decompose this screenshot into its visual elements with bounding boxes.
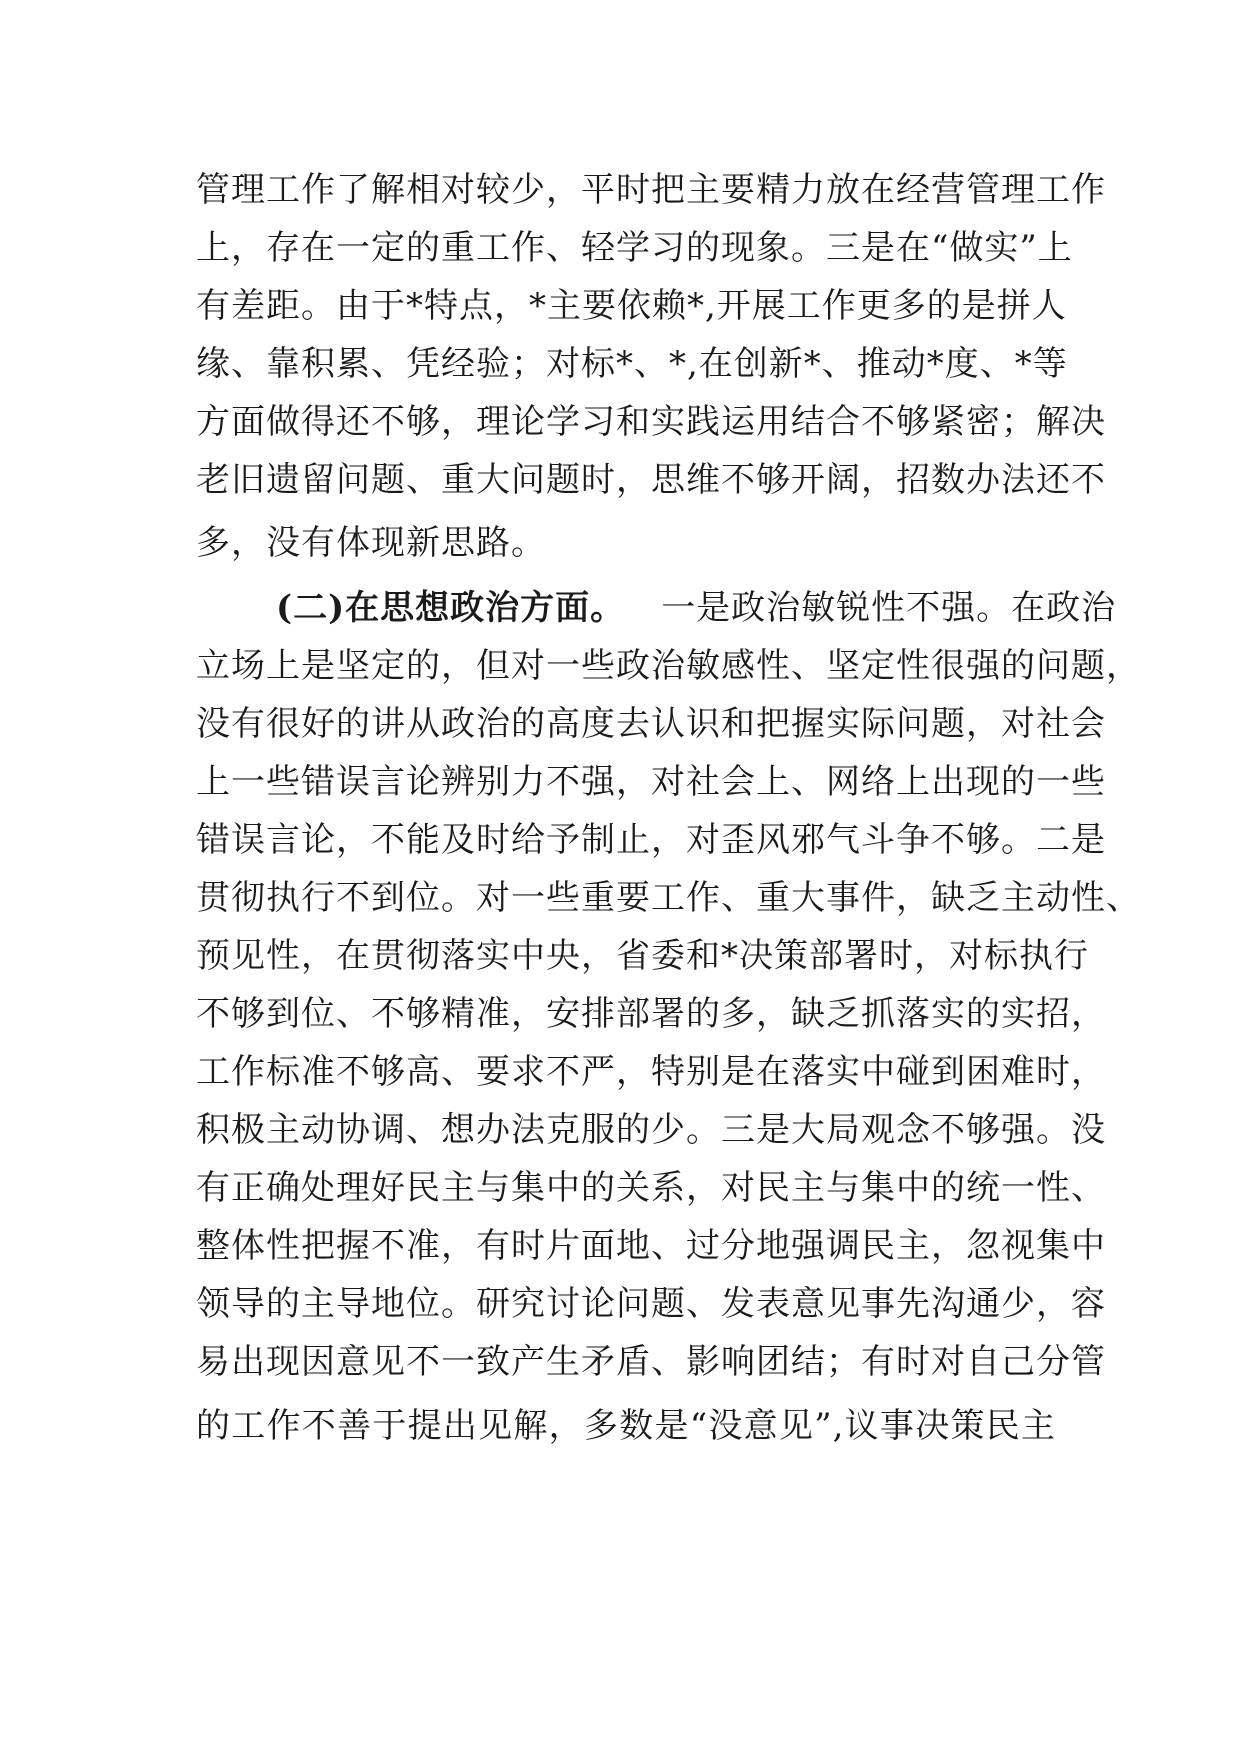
body-text-line: 错误言论，不能及时给予制止，对歪风邪气斗争不够。二是: [196, 820, 1106, 860]
section-first-line: [276, 580, 1117, 636]
body-text-line: 上，存在一定的重工作、轻学习的现象。三是在“做实”上: [196, 228, 1073, 268]
body-text-line: 领导的主导地位。研究讨论问题、发表意见事先沟通少，容: [196, 1284, 1106, 1324]
body-text-line: 多，没有体现新思路。: [196, 523, 546, 563]
body-text-line: 没有很好的讲从政治的高度去认识和把握实际问题，对社会: [196, 704, 1106, 744]
body-text-line: 易出现因意见不一致产生矛盾、影响团结；有时对自己分管: [196, 1342, 1106, 1382]
body-text-line: 预见性，在贯彻落实中央，省委和*决策部署时，对标执行: [196, 936, 1089, 976]
body-text-line: 的工作不善于提出见解，多数是“没意见”,议事决策民主: [196, 1406, 1056, 1446]
section-heading: (二)在思想政治方面。: [276, 588, 626, 628]
body-text-line: 工作标准不够高、要求不严，特别是在落实中碰到困难时，: [196, 1052, 1106, 1092]
body-text-line: 贯彻执行不到位。对一些重要工作、重大事件，缺乏主动性、: [196, 878, 1141, 918]
body-text-line: 方面做得还不够，理论学习和实践运用结合不够紧密；解决: [196, 402, 1106, 442]
body-text-fragment: 一是政治敏锐性不强。在政治: [661, 588, 1117, 628]
body-text-line: 有差距。由于*特点，*主要依赖*,开展工作更多的是拼人: [196, 286, 1067, 326]
body-text-line: 有正确处理好民主与集中的关系，对民主与集中的统一性、: [196, 1168, 1106, 1208]
body-text-line: 不够到位、不够精准，安排部署的多，缺乏抓落实的实招，: [196, 994, 1106, 1034]
body-text-line: 老旧遗留问题、重大问题时，思维不够开阔，招数办法还不: [196, 460, 1106, 500]
body-text-line: 管理工作了解相对较少，平时把主要精力放在经营管理工作: [196, 170, 1106, 210]
body-text-line: 上一些错误言论辨别力不强，对社会上、网络上出现的一些: [196, 762, 1106, 802]
body-text-line: 缘、靠积累、凭经验；对标*、*,在创新*、推动*度、*等: [196, 344, 1068, 384]
body-text-line: 整体性把握不准，有时片面地、过分地强调民主，忽视集中: [196, 1226, 1106, 1266]
body-text-line: 立场上是坚定的，但对一些政治敏感性、坚定性很强的问题，: [196, 646, 1141, 686]
body-text-line: 积极主动协调、想办法克服的少。三是大局观念不够强。没: [196, 1110, 1106, 1150]
